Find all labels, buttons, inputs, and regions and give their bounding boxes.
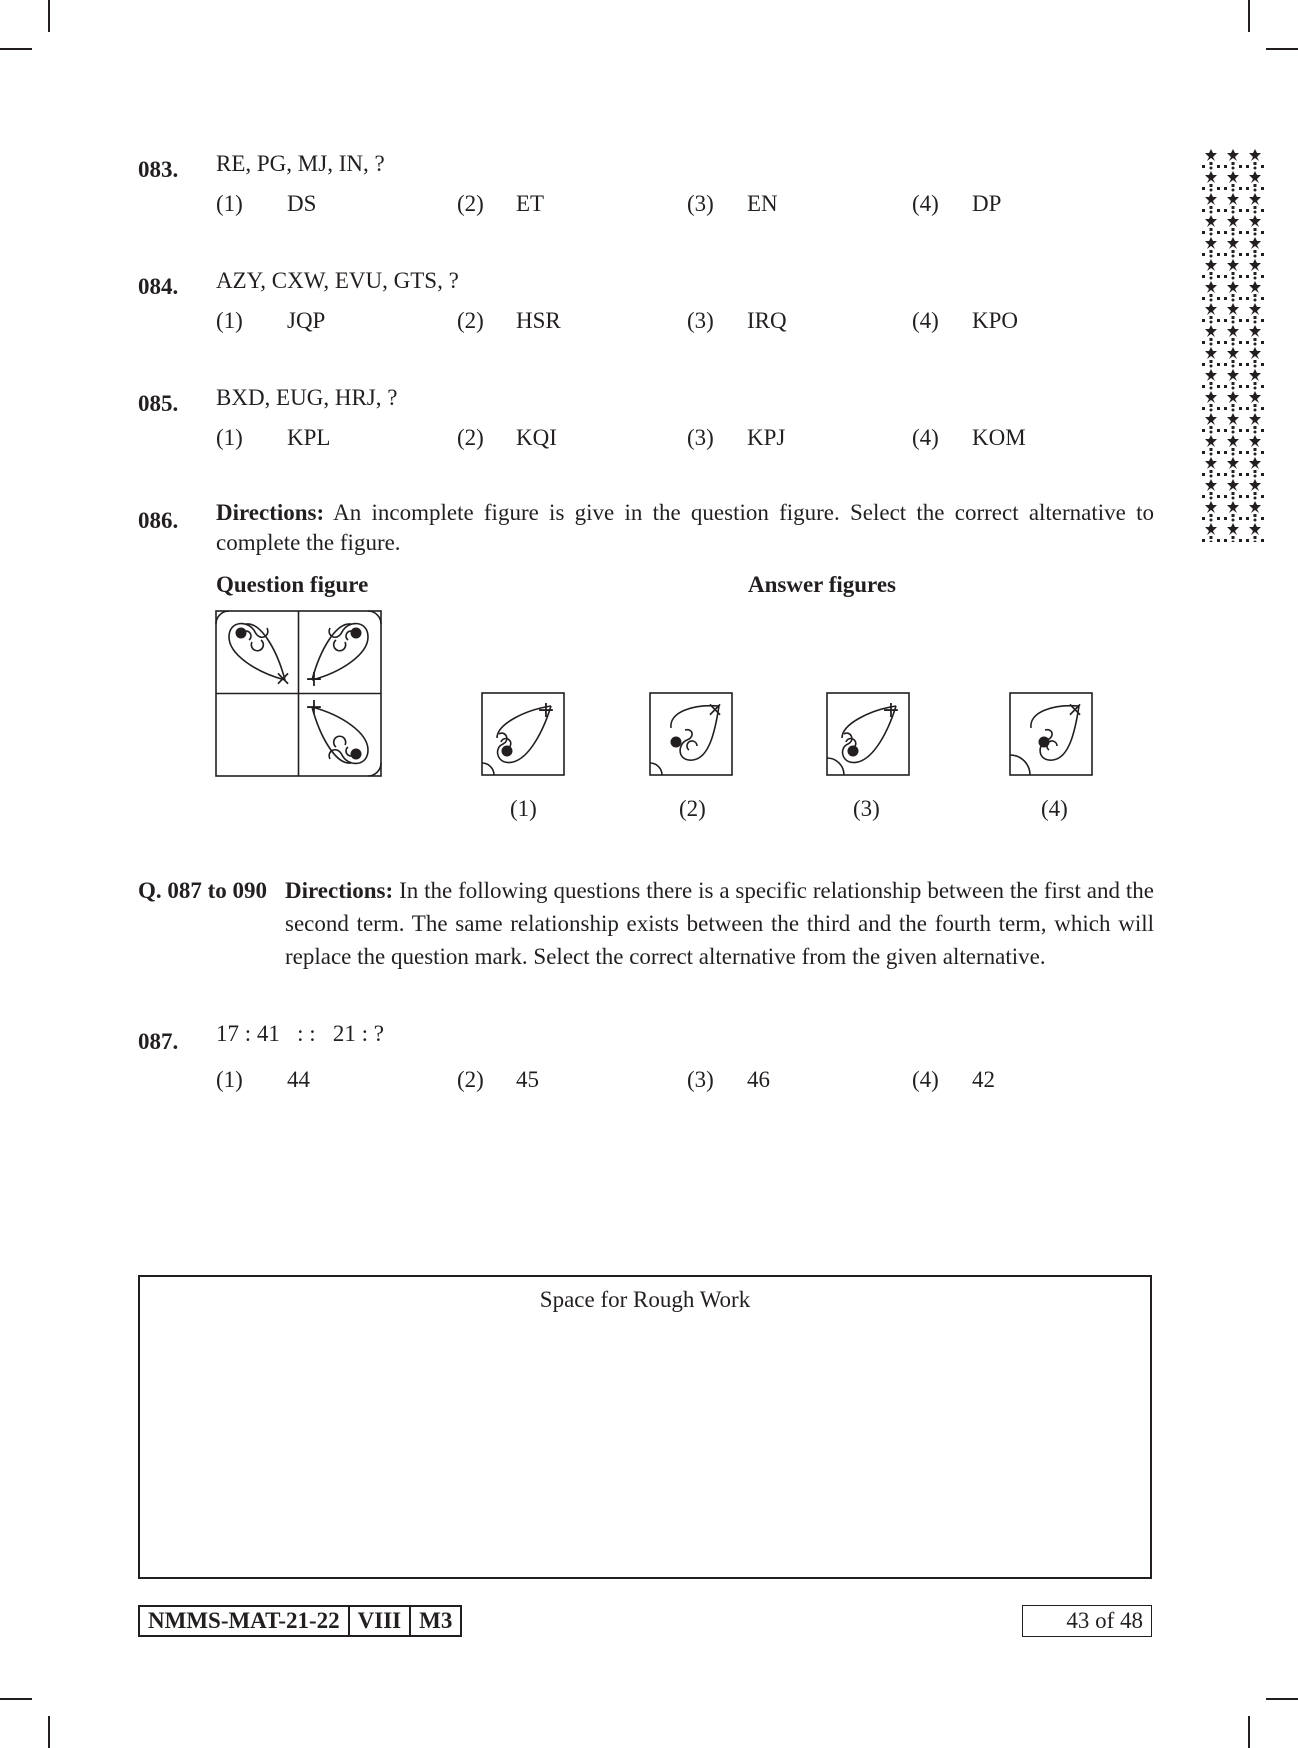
exam-code: NMMS-MAT-21-22 [148,1608,340,1633]
answer-label: (3) [853,796,880,821]
directions-label: Directions: [285,878,394,903]
option-text: JQP [287,308,326,333]
question-figure [215,610,383,778]
answer-figure-1 [481,692,565,776]
question-number: 087. [138,1029,179,1054]
plus-symbol: + [304,667,324,692]
rough-work-title: Space for Rough Work [539,1287,751,1312]
option-number: (3) [687,191,714,216]
option-number: (2) [457,308,484,333]
option-text: KPJ [747,425,786,450]
option-number: (4) [912,425,939,450]
question-directions [285,874,1154,973]
option-number: (4) [912,1067,939,1092]
option-text: 44 [287,1067,310,1092]
crop-mark [1248,0,1250,32]
option-number: (1) [216,191,243,216]
answer-figure-3 [826,692,910,776]
option-text: EN [747,191,778,216]
plus-symbol: + [536,698,556,723]
question-directions [216,498,1154,558]
option-number: (2) [457,425,484,450]
option-text: KPO [972,308,1019,333]
option-number: (3) [687,1067,714,1092]
option-number: (1) [216,1067,243,1092]
question-stem: AZY, CXW, EVU, GTS, ? [216,268,459,293]
plus-symbol: + [881,698,901,723]
answer-label: (4) [1041,796,1068,821]
answer-figure-2 [649,692,733,776]
question-stem: BXD, EUG, HRJ, ? [216,385,398,410]
cross-symbol: × [1066,697,1084,721]
option-text: 42 [972,1067,995,1092]
cross-symbol: × [706,697,724,721]
directions-text: An incomplete figure is give in the question figure. Select the correct alternative to complete the figure. [216,500,1154,555]
class-level: VIII [348,1607,409,1635]
option-number: (4) [912,191,939,216]
option-text: 45 [516,1067,539,1092]
question-stem: 17 : 41 : : 21 : ? [216,1021,385,1046]
question-figure-label: Question figure [216,572,369,597]
crop-mark [0,48,32,50]
crop-mark [1248,1716,1250,1748]
decorative-border-strip [1200,148,1266,542]
directions-text: In the following questions there is a specific relationship between the first and the second term. The same relationship exists between the third and the fourth term, which will replace the question mark. Select the correct alternative from the given alternative. [285,878,1154,969]
option-text: DS [287,191,317,216]
option-number: (3) [687,425,714,450]
question-number: 085. [138,391,179,416]
option-text: DP [972,191,1002,216]
option-text: IRQ [747,308,787,333]
option-text: 46 [747,1067,770,1092]
option-number: (2) [457,1067,484,1092]
rough-work-box [138,1275,1152,1579]
option-text: ET [516,191,545,216]
answer-figures-label: Answer figures [748,572,897,597]
question-number: 083. [138,157,179,182]
option-text: HSR [516,308,561,333]
option-number: (1) [216,425,243,450]
footer-code-box [138,1605,462,1637]
crop-mark [0,1698,32,1700]
cross-symbol: × [274,666,292,690]
question-number: 086. [138,508,179,533]
crop-mark [48,1716,50,1748]
crop-mark [1266,1698,1298,1700]
option-number: (4) [912,308,939,333]
option-text: KPL [287,425,331,450]
question-number: 084. [138,274,179,299]
crop-mark [48,0,50,32]
set-code: M3 [409,1607,460,1635]
option-number: (1) [216,308,243,333]
plus-symbol: + [304,695,324,720]
page-number-text: 43 of 48 [1066,1608,1143,1633]
option-text: KQI [516,425,557,450]
option-number: (3) [687,308,714,333]
answer-label: (1) [510,796,537,821]
answer-label: (2) [679,796,706,821]
crop-mark [1266,48,1298,50]
answer-figure-4 [1009,692,1093,776]
directions-label: Directions: [216,500,325,525]
page-number [1022,1605,1152,1637]
question-range: Q. 087 to 090 [138,878,268,903]
option-number: (2) [457,191,484,216]
question-stem: RE, PG, MJ, IN, ? [216,151,385,176]
option-text: KOM [972,425,1026,450]
